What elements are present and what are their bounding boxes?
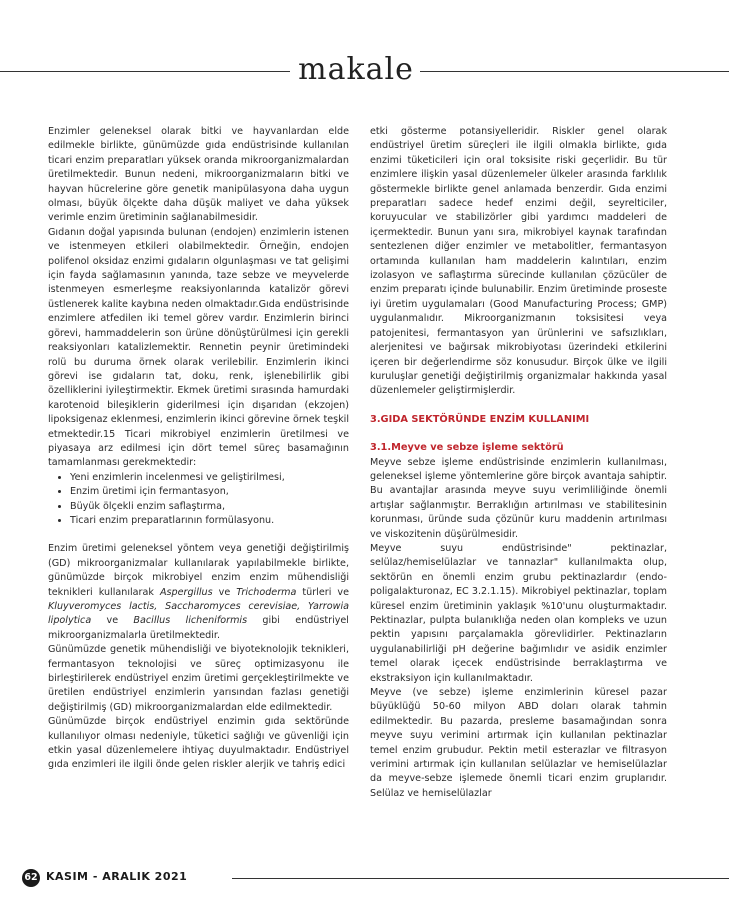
list-item: • Büyük ölçekli enzim saflaştırma, <box>70 500 349 514</box>
list-item: • Ticari enzim preparatlarının formülasyonu. <box>70 514 349 528</box>
issue-label: KASIM - ARALIK 2021 <box>46 870 188 883</box>
left-column <box>48 125 349 773</box>
paragraph: Gıdanın doğal yapısında bulunan (endojen) enzimlerin istenen ve istenmeyen etkileri olabilmektedir. Örneğin, endojen polifenol oksidaz enzimi gıdaların olgunlaşması ve tat gelişimi için fayda sağlamasının yanında, taze sebze ve meyvelerde istenmeyen esmerleşme reaksiyonlarında katalizör görevi üstlenerek kalite kaybına neden olmaktadır.Gıda endüstrisinde enzimlere atfedilen iki temel görev vardır. Enzimlerin birinci görevi, hammaddelerin son ürüne dönüştürülmesi için gerekli reaksiyonları katalizlemektir. Rennetin peynir üretimindeki rolü bu duruma örnek olarak verilebilir. Enzimlerin ikinci görevi ise gıdaların tat, doku, renk, işlenebilirlik gibi özelliklerini iyileştirmektir. Ekmek üretimi sırasında hamurdaki karotenoid bileşiklerin giderilmesi için dışarıdan (ekzojen) lipoksigenaz eklenmesi, enzimlerin ikinci görevine örnek teşkil etmektedir.15 Ticari mikrobiyel enzimlerin üretilmesi ve piyasaya arz edilmesi için dört temel süreç basamağının tamamlanması gerekmektedir: <box>48 226 349 469</box>
paragraph: Günümüzde genetik mühendisliği ve biyoteknolojik teknikleri, fermantasyon teknolojisi ve süreç optimizasyonu ile birleştirilerek endüstriyel enzim üretimi gerçekleştirilmekte ve üretilen endüstriyel enzimlerin yarısından fazlası genetiği değiştirilmiş (GD) mikroorganizmalardan elde edilmektedir. <box>48 644 349 713</box>
paragraph: Meyve suyu endüstrisinde" pektinazlar, selülaz/hemiselülazlar ve tannazlar" kullanılmakta olup, sektörün en önemli enzim grubu pektinazlardır (endo-poligalakturonaz, EC 3.2.1.15). Mikrobiyel pektinazlar, toplam küresel enzim üretiminin yaklaşık %10'unu oluşturmaktadır. Pektinazlar, pulpta bulanıklığa neden olan kompleks ve uzun pektin yapısını parçalamakla görevlidirler. Pektinazların uygulanabilirliği pH değerine bağımlıdır ve asidik enzimler temel olarak içecek endüstrisinde berraklaştırma ve ekstraksiyon için kullanılmaktadır. <box>370 542 667 684</box>
right-column <box>370 125 667 801</box>
paragraph: Meyve sebze işleme endüstrisinde enzimlerin kullanılması, geleneksel işleme yöntemlerine göre birçok avantaja sahiptir. Bu avantajlar arasında meyve suyu verimliliğinde önemli artışlar sağlanmıştır. Berraklığın artırılması ve stabilitesinin korunması, üründe suda çözünür kuru maddenin artırılması ve viskozitenin düşürülmesidir. <box>370 456 667 540</box>
page-number-badge: 62 <box>22 869 40 887</box>
list-item: • Yeni enzimlerin incelenmesi ve geliştirilmesi, <box>70 471 349 485</box>
footer-rule <box>232 878 729 879</box>
paragraph: Enzim üretimi geleneksel yöntem veya genetiği değiştirilmiş (GD) mikroorganizmalar kullanılarak yapılabilmekle birlikte, günümüzde birçok mikrobiyel enzim enzim mühendisliği teknikleri kullanılarak Aspergillus ve Trichoderma türleri ve Kluyveromyces lactis, Saccharomyces cerevisiae, Yarrowia lipolytica ve Bacillus licheniformis gibi endüstriyel mikroorganizmalarla üretilmektedir. <box>48 543 349 641</box>
process-step-list <box>48 471 349 529</box>
paragraph: Enzimler geleneksel olarak bitki ve hayvanlardan elde edilmekle birlikte, günümüzde gıda endüstrisinde kullanılan ticari enzim preparatları yüksek oranda mikroorganizmalardan üretilmektedir. Bunun nedeni, mikroorganizmaların bitki ve hayvan hücrelerine göre genetik manipülasyona daha uygun olması, büyük ölçekte daha düşük maliyet ve daha yüksek verimle enzim üretiminin sağlanabilmesidir. <box>48 126 349 224</box>
paragraph: etki gösterme potansiyelleridir. Riskler genel olarak endüstriyel üretim süreçleri ile ilgili olmakla birlikte, gıda enzimi tüketicileri için oral toksisite riski geçerlidir. Bu tür enzimlere ilişkin yasal düzenlemeler ülkeler arasında farklılık göstermekle birlikte genel anlamada benzerdir. Gıda enzimi preparatları sadece hedef enzimi değil, seyrelticiler, koruyucular ve stabilizörler gibi yardımcı maddeleri de içermektedir. Bunun yanı sıra, mikrobiyel kaynak tarafından sentezlenen diğer enzimler ve metabolitler, fermantasyon ortamında kullanılan ham maddelerin kalıntıları, enzim izolasyon ve saflaştırma sürecinde kullanılan çözücüler de enzim preparatı içinde bulunabilir. Enzim üretiminde proseste iyi üretim uygulamaları (Good Manufacturing Process; GMP) uygulanmalıdır. Mikroorganizmanın toksisitesi veya patojenitesi, fermantasyon yan ürünlerini ve safsızlıkları, alerjenitesi ve bağırsak mikrobiyotası üzerindeki etkilerini içeren bir değerlendirme söz konusudur. Birçok ülke ve ilgili kuruluşlar genetiği değiştirilmiş organizmalar hakkında yasal düzenlemeler geliştirmişlerdir. <box>370 126 667 397</box>
page-header <box>0 50 729 90</box>
paragraph: Günümüzde birçok endüstriyel enzimin gıda sektöründe kullanılıyor olması nedeniyle, tüketici sağlığı ve güvenliği için etkin yasal düzenlemelere ihtiyaç duyulmaktadır. Endüstriyel gıda enzimleri ile ilgili önde gelen riskler alerjik ve tahriş edici <box>48 716 349 771</box>
list-item: • Enzim üretimi için fermantasyon, <box>70 485 349 499</box>
header-rule-right <box>420 71 729 72</box>
header-rule-left <box>0 71 290 72</box>
page-footer <box>0 866 729 890</box>
section-title: makale <box>298 52 414 87</box>
paragraph: Meyve (ve sebze) işleme enzimlerinin küresel pazar büyüklüğü 50-60 milyon ABD doları olarak tahmin edilmektedir. Bu pazarda, presleme basamağından sonra meyve suyu verimini artırmak için kullanılan pektinazlar temel enzim grubudur. Pektin metil esterazlar ve filtrasyon verimini artırmak için kullanılan selülazlar ve hemiselülazlar da meyve-sebze işlemede önemli ticari enzim gruplarıdır. Selülaz ve hemiselülazlar <box>370 687 667 799</box>
sub-heading: 3.1.Meyve ve sebze işleme sektörü <box>370 442 564 454</box>
section-heading: 3.GIDA SEKTÖRÜNDE ENZİM KULLANIMI <box>370 413 590 425</box>
